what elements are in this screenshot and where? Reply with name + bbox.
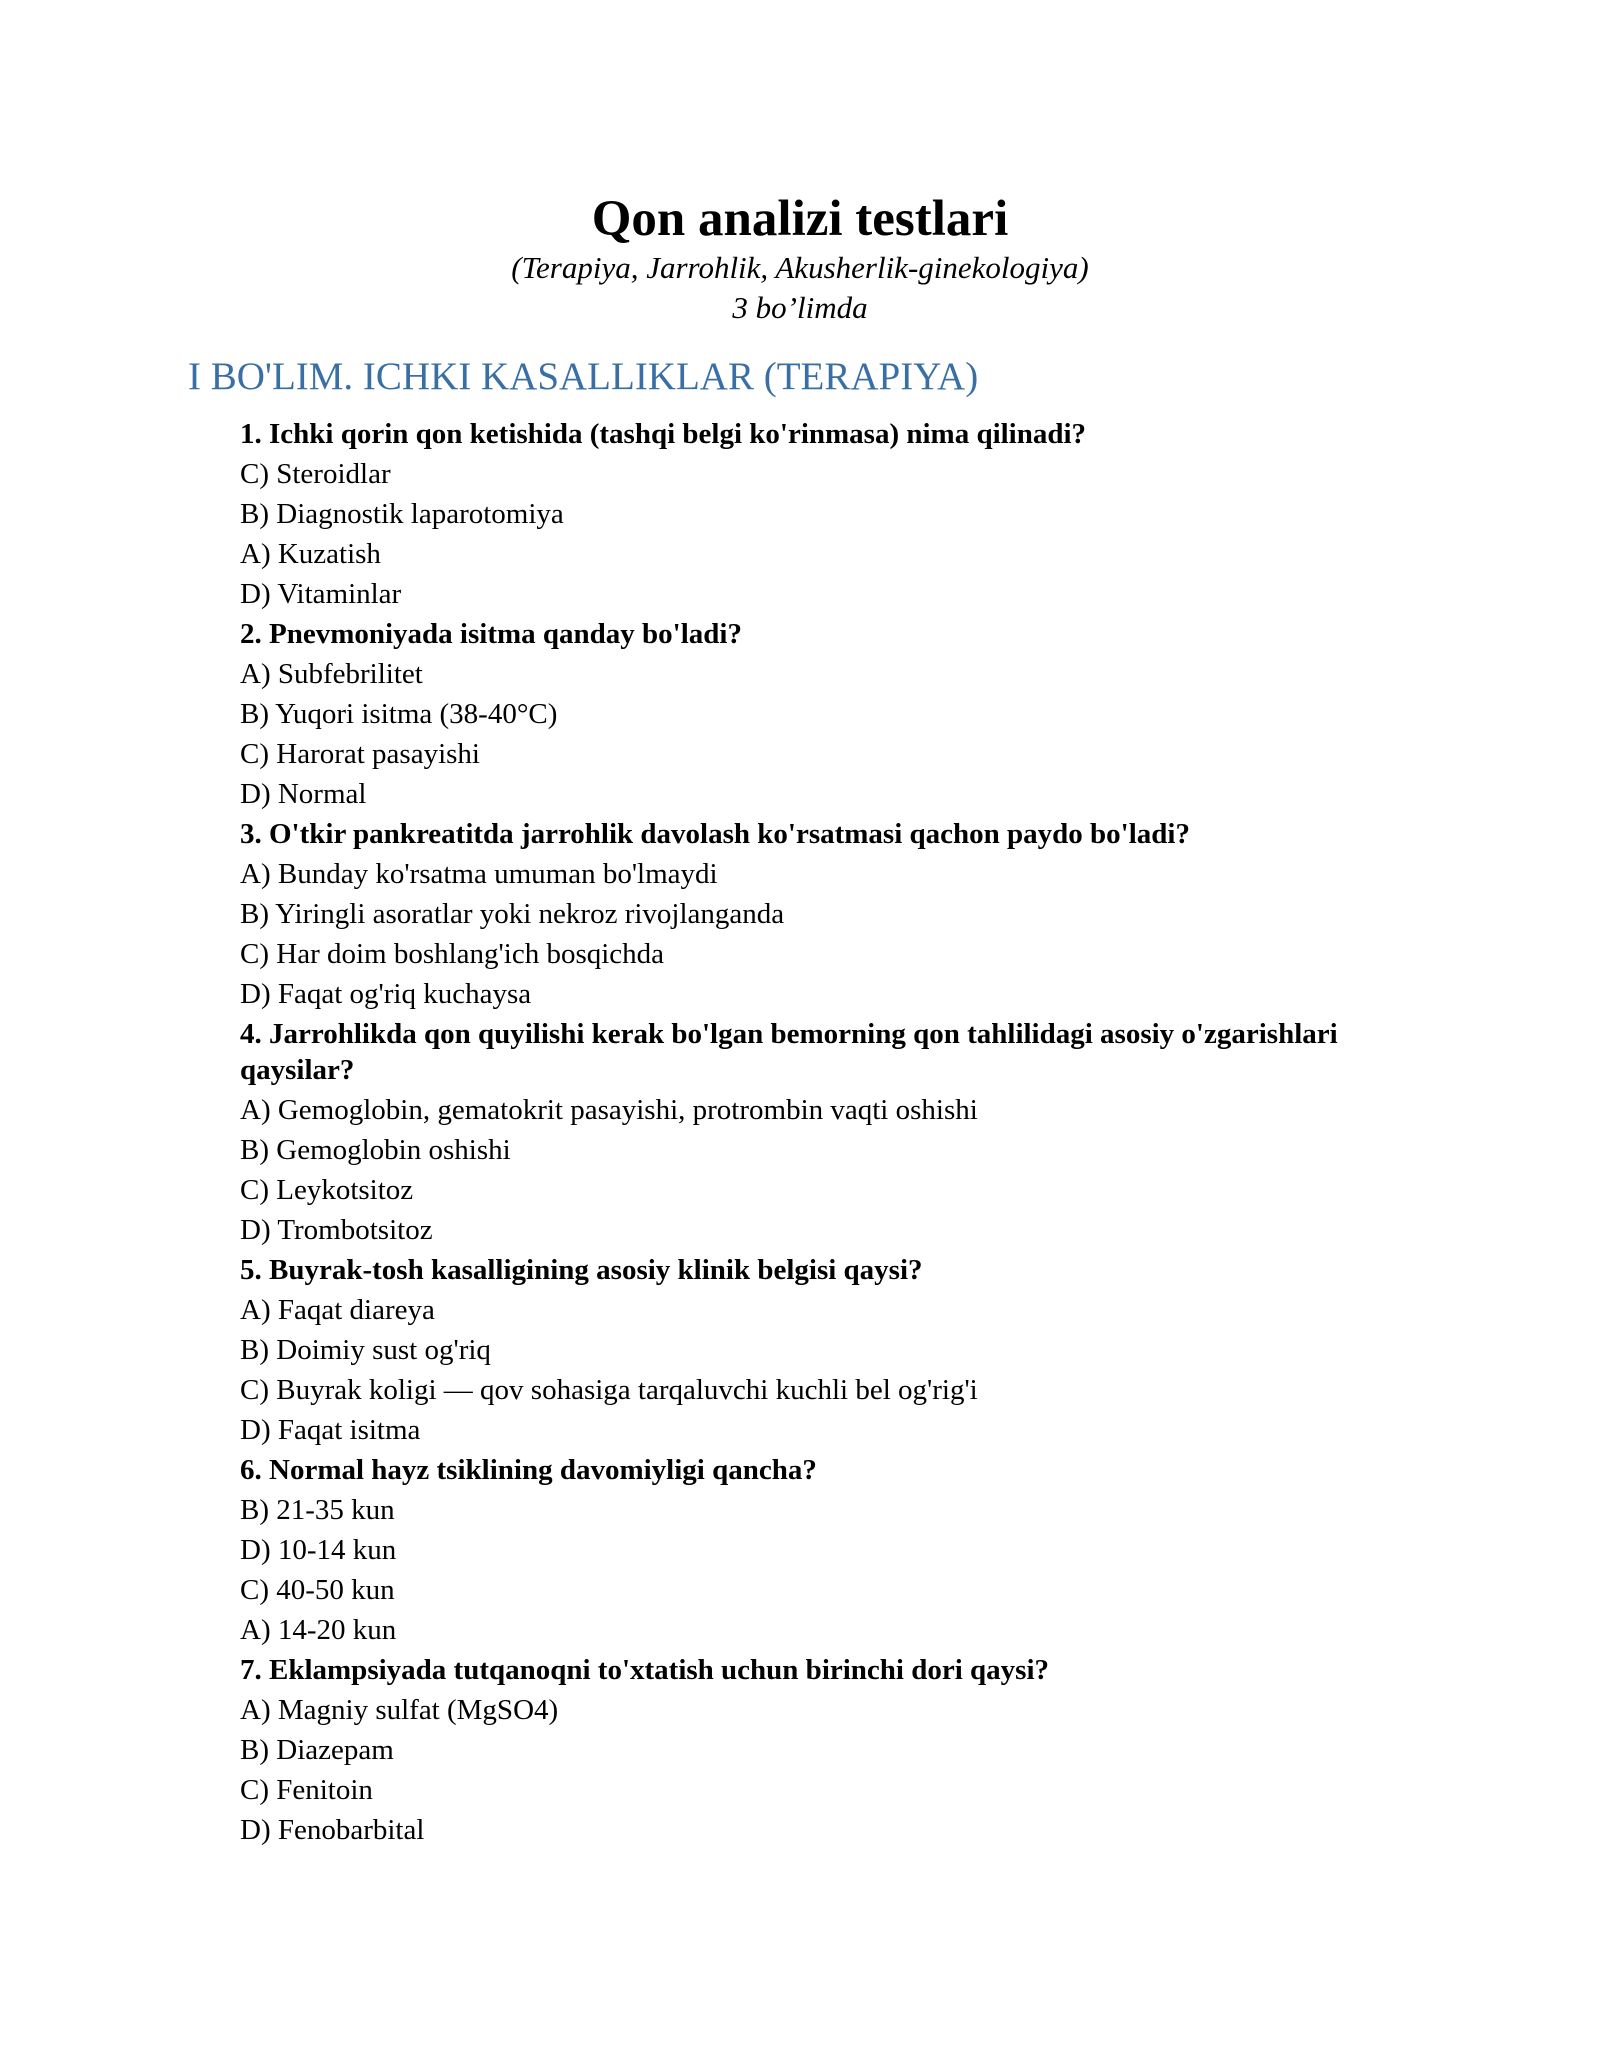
answer-option: C) Harorat pasayishi — [240, 738, 480, 770]
answer-options — [240, 854, 1400, 1014]
answer-option: C) Leykotsitoz — [240, 1174, 414, 1206]
answer-option: A) Magniy sulfat (MgSO4) — [240, 1694, 559, 1726]
answer-options — [240, 654, 1400, 814]
answer-option: A) Faqat diareya — [240, 1294, 435, 1326]
answer-option: C) Steroidlar — [240, 458, 391, 490]
question-7 — [240, 1650, 1400, 1850]
answer-option: D) Faqat og'riq kuchaysa — [240, 978, 532, 1010]
answer-option: A) Bunday ko'rsatma umuman bo'lmaydi — [240, 858, 718, 890]
answer-option: C) Har doim boshlang'ich bosqichda — [240, 938, 665, 970]
answer-options — [240, 1490, 1400, 1650]
answer-option: A) Gemoglobin, gematokrit pasayishi, protrombin vaqti oshishi — [240, 1094, 978, 1126]
question-6 — [240, 1450, 1400, 1650]
answer-options — [240, 454, 1400, 614]
answer-option: B) Diagnostik laparotomiya — [240, 498, 564, 530]
answer-option: B) Doimiy sust og'riq — [240, 1334, 491, 1366]
answer-options — [240, 1290, 1400, 1450]
answer-option: C) Fenitoin — [240, 1774, 373, 1806]
answer-option: D) Vitaminlar — [240, 578, 402, 610]
question-text: 7. Eklampsiyada tutqanoqni to'xtatish uchun birinchi dori qaysi? — [240, 1654, 1050, 1686]
document-subtitle: (Terapiya, Jarrohlik, Akusherlik-ginekologiya) — [511, 250, 1089, 285]
question-text: 2. Pnevmoniyada isitma qanday bo'ladi? — [240, 618, 742, 650]
document-title: Qon analizi testlari — [591, 191, 1009, 247]
answer-option: B) Yiringli asoratlar yoki nekroz rivojlanganda — [240, 898, 785, 930]
answer-option: B) Yuqori isitma (38-40°C) — [240, 698, 558, 730]
answer-option: D) Faqat isitma — [240, 1414, 421, 1446]
answer-option: B) Diazepam — [240, 1734, 394, 1766]
question-1 — [240, 414, 1400, 614]
question-4 — [240, 1014, 1400, 1250]
answer-option: A) Subfebrilitet — [240, 658, 423, 690]
question-text: 4. Jarrohlikda qon quyilishi kerak bo'lgan bemorning qon tahlilidagi asosiy o'zgarishlari qaysilar? — [240, 1018, 1338, 1086]
question-3 — [240, 814, 1400, 1014]
question-5 — [240, 1250, 1400, 1450]
answer-option: C) 40-50 kun — [240, 1574, 395, 1606]
answer-option: D) Fenobarbital — [240, 1814, 425, 1846]
answer-option: A) Kuzatish — [240, 538, 381, 570]
question-list — [240, 414, 1400, 1850]
question-2 — [240, 614, 1400, 814]
question-text: 6. Normal hayz tsiklining davomiyligi qancha? — [240, 1454, 817, 1486]
document-parts-note: 3 bo’limda — [732, 290, 868, 325]
answer-options — [240, 1090, 1400, 1250]
question-text: 3. O'tkir pankreatitda jarrohlik davolash ko'rsatmasi qachon paydo bo'ladi? — [240, 818, 1190, 850]
answer-option: C) Buyrak koligi — qov sohasiga tarqaluvchi kuchli bel og'rig'i — [240, 1374, 978, 1406]
question-text: 5. Buyrak-tosh kasalligining asosiy klinik belgisi qaysi? — [240, 1254, 923, 1286]
question-text: 1. Ichki qorin qon ketishida (tashqi belgi ko'rinmasa) nima qilinadi? — [240, 418, 1087, 450]
answer-option: D) Normal — [240, 778, 367, 810]
answer-option: A) 14-20 kun — [240, 1614, 397, 1646]
answer-options — [240, 1690, 1400, 1850]
answer-option: D) 10-14 kun — [240, 1534, 397, 1566]
answer-option: D) Trombotsitoz — [240, 1214, 433, 1246]
answer-option: B) Gemoglobin oshishi — [240, 1134, 511, 1166]
section-heading: I BO'LIM. ICHKI KASALLIKLAR (TERAPIYA) — [188, 355, 979, 398]
answer-option: B) 21-35 kun — [240, 1494, 395, 1526]
